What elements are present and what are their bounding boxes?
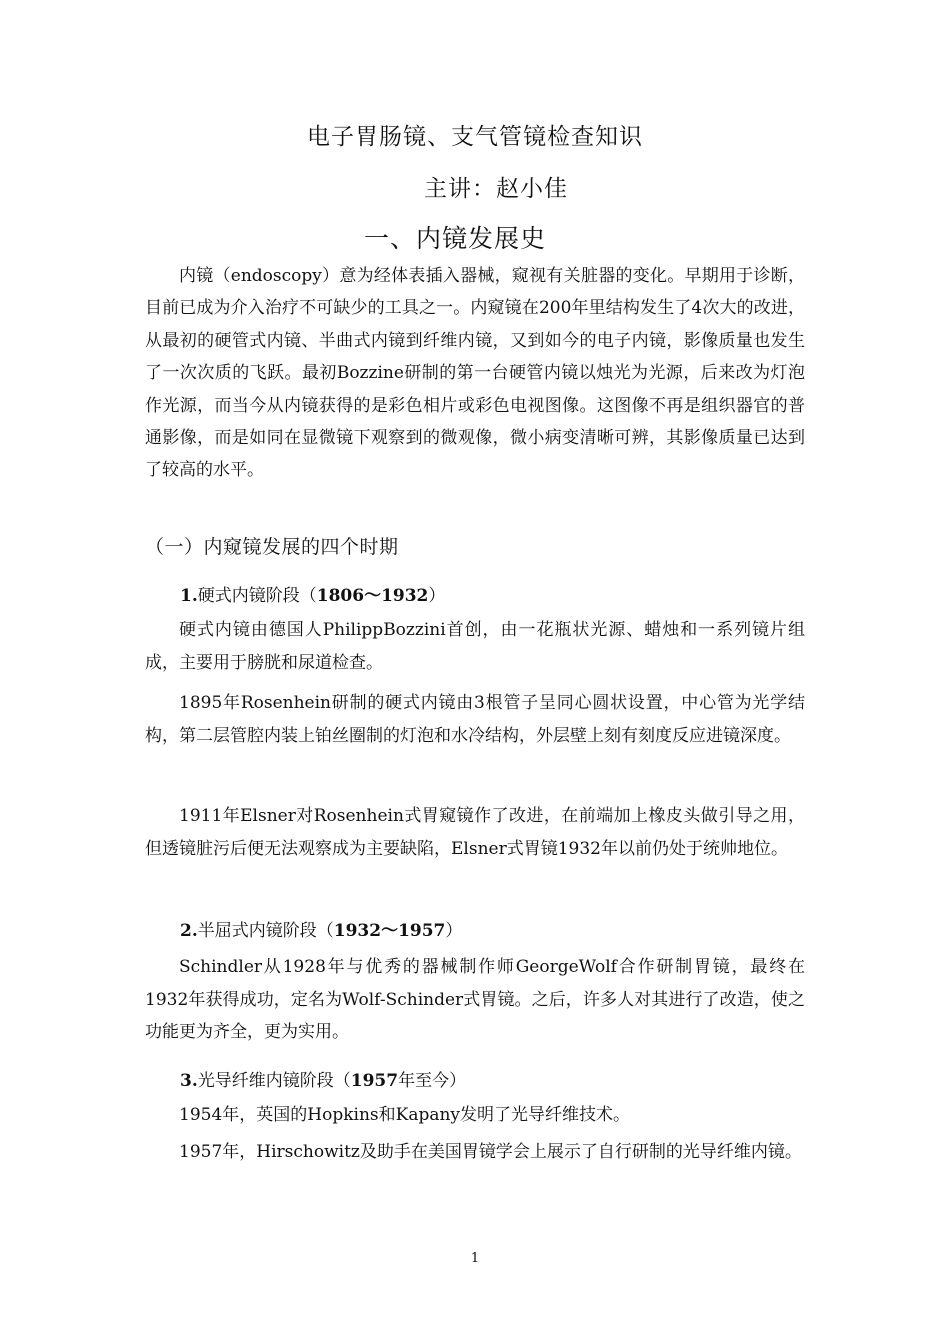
stage-close: ） [445,921,463,941]
stage-number: 3. [180,1071,198,1091]
paragraph: Schindler从1928年与优秀的器械制作师GeorgeWolf合作研制胃镜，最终在1932年获得成功，定名为Wolf-Schinder式胃镜。之后，许多人对其进行了改造，使之功能更为齐全，更为实用。 [145,957,805,1043]
paragraph: 1895年Rosenhein研制的硬式内镜由3根管子呈同心圆状设置，中心管为光学结构，第二层管腔内装上铂丝圈制的灯泡和水冷结构，外层壁上刻有刻度反应进镜深度。 [145,693,805,746]
stage-number: 2. [180,921,198,941]
paragraph: 硬式内镜由德国人PhilippBozzini首创，由一花瓶状光源、蜡烛和一系列镜片组成，主要用于膀胱和尿道检查。 [145,620,805,673]
paragraph: 1954年，英国的Hopkins和Kapany发明了光导纤维技术。 [179,1105,631,1125]
stage-name: 半屈式内镜阶段（ [197,921,334,941]
page-number: 1 [470,1251,480,1266]
speaker-line: 主讲：赵小佳 [424,176,568,202]
document-title: 电子胃肠镜、支气管镜检查知识 [307,124,643,150]
intro-paragraph: 内镜（endoscopy）意为经体表插入器械，窥视有关脏器的变化。早期用于诊断，目前已成为介入治疗不可缺少的工具之一。内窥镜在200年里结构发生了4次大的改进，从最初的硬管式内镜、半曲式内镜到纤维内镜，又到如今的电子内镜，影像质量也发生了一次次质的飞跃。最初Bozzine研制的第一台硬管内镜以烛光为光源，后来改为灯泡作光源，而当今从内镜获得的是彩色相片或彩色电视图像。这图像不再是组织器官的普通影像，而是如同在显微镜下观察到的微观像，微小病变清晰可辨，其影像质量已达到了较高的水平。 [145,266,805,481]
subsection-title: （一）内窥镜发展的四个时期 [145,536,399,558]
stage-close: ） [428,586,446,606]
stage-2-heading [180,916,462,941]
stage-years: 1957 [350,1071,399,1091]
paragraph: 1957年，Hirschowitz及助手在美国胃镜学会上展示了自行研制的光导纤维内镜。 [179,1142,802,1162]
stage-3-heading [180,1066,466,1091]
stage-number: 1. [180,586,198,606]
paragraph: 1911年Elsner对Rosenhein式胃窥镜作了改进，在前端加上橡皮头做引导之用，但透镜脏污后便无法观察成为主要缺陷，Elsner式胃镜1932年以前仍处于统帅地位。 [145,806,805,859]
stage-name: 光导纤维内镜阶段（ [197,1071,351,1091]
stage-name: 硬式内镜阶段（ [197,586,317,606]
stage-years: 1932～1957 [333,921,446,941]
section-title: 一、内镜发展史 [363,224,546,253]
stage-1-heading [180,581,445,606]
stage-years: 1806～1932 [316,586,429,606]
stage-close: 年至今） [398,1071,467,1091]
